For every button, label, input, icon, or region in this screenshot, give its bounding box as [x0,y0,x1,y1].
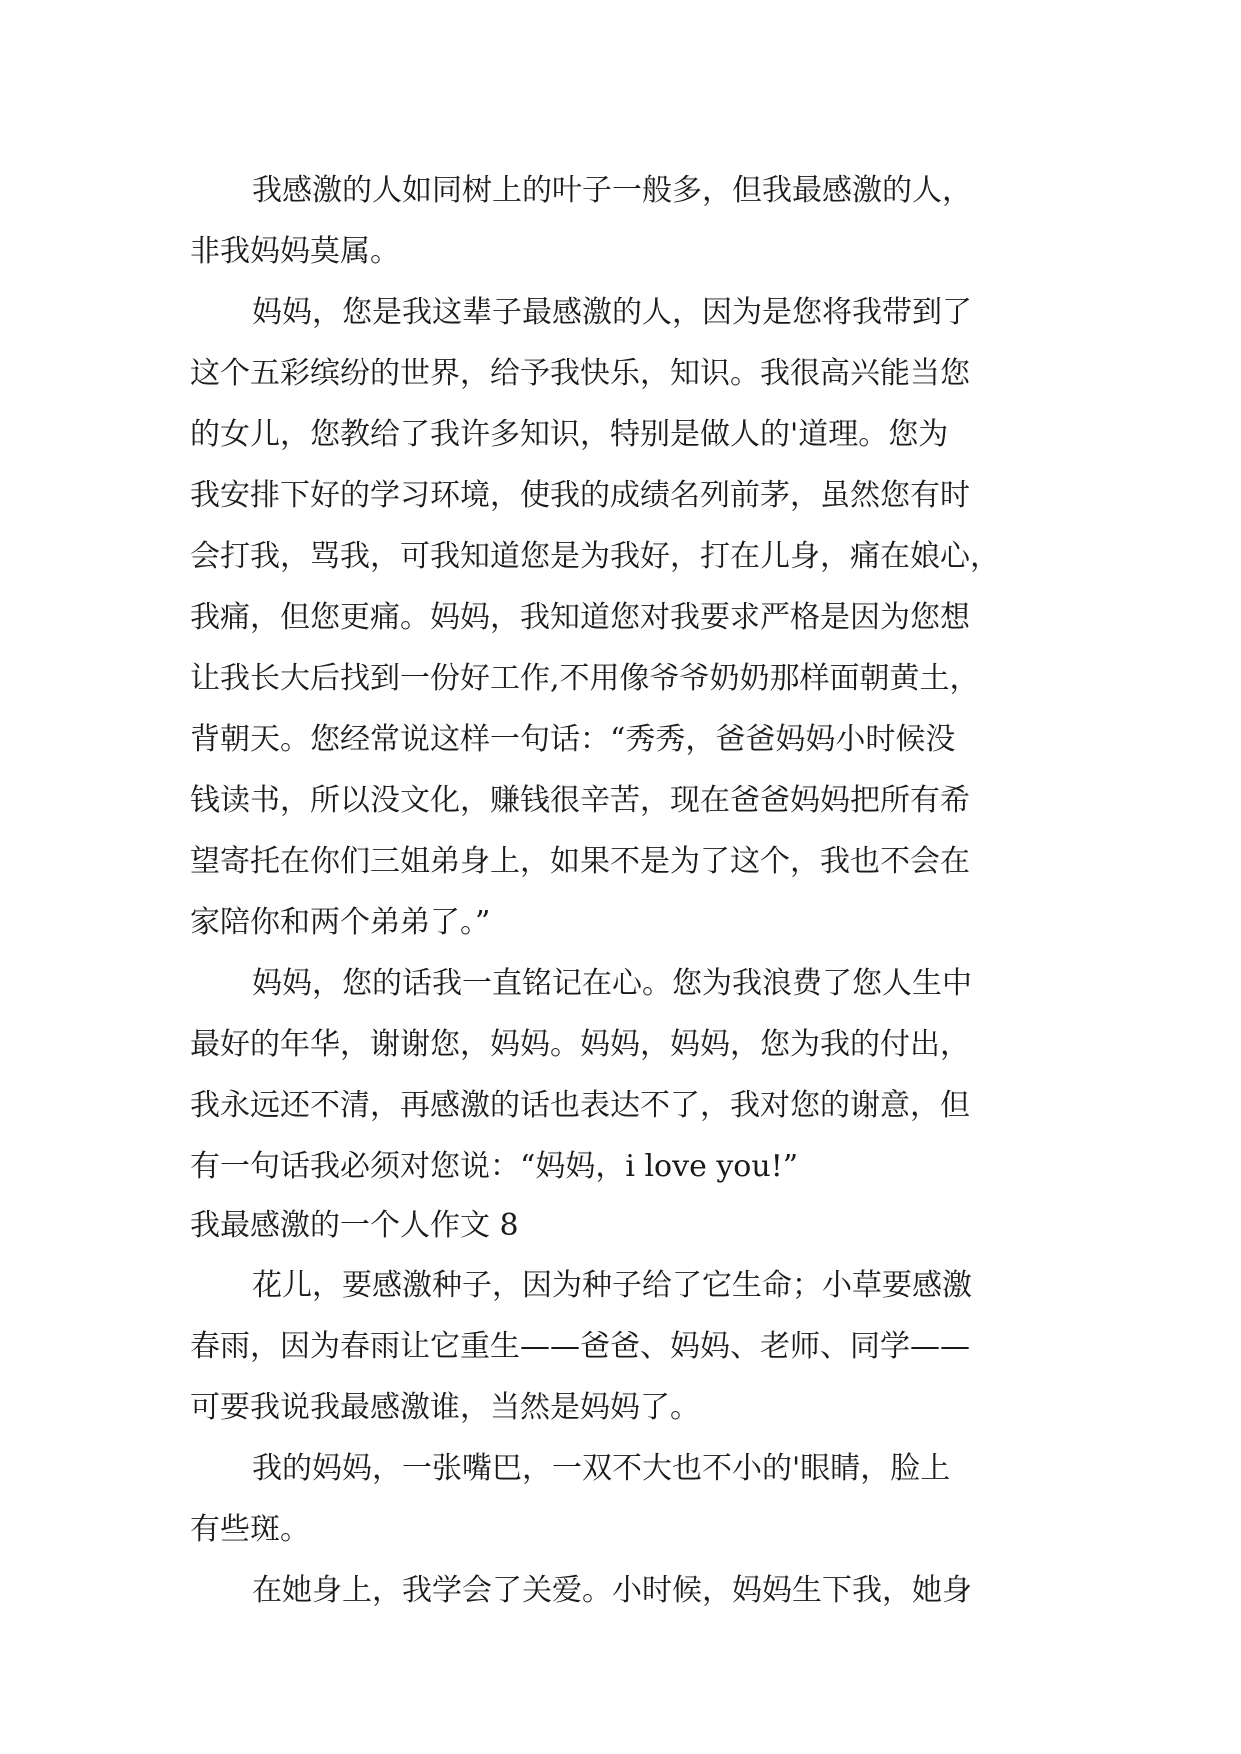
paragraph-line: 我的妈妈，一张嘴巴，一双不大也不小的'眼睛，脸上 [252,1451,951,1486]
paragraph-line: 春雨，因为春雨让它重生——爸爸、妈妈、老师、同学—— [190,1329,970,1364]
paragraph-line: 在她身上，我学会了关爱。小时候，妈妈生下我，她身 [252,1573,972,1608]
section-heading: 我最感激的一个人作文 8 [190,1208,519,1243]
paragraph-line: 花儿，要感激种子，因为种子给了它生命；小草要感激 [252,1268,972,1303]
paragraph-line: 背朝天。您经常说这样一句话：“秀秀，爸爸妈妈小时候没 [190,722,956,757]
paragraph-line: 让我长大后找到一份好工作,不用像爷爷奶奶那样面朝黄土， [190,661,980,696]
paragraph-line: 会打我，骂我，可我知道您是为我好，打在儿身，痛在娘心， [190,539,1000,574]
paragraph-line: 可要我说我最感激谁，当然是妈妈了。 [190,1390,700,1425]
document-body [190,160,1070,1621]
paragraph-line: 有些斑。 [190,1512,310,1547]
paragraph-line: 妈妈，您是我这辈子最感激的人，因为是您将我带到了 [252,295,972,330]
paragraph-line: 我永远还不清，再感激的话也表达不了，我对您的谢意，但 [190,1088,970,1123]
paragraph-line: 有一句话我必须对您说：“妈妈，i love you!” [190,1149,799,1184]
paragraph-line: 非我妈妈莫属。 [190,234,400,269]
paragraph-line: 妈妈，您的话我一直铭记在心。您为我浪费了您人生中 [252,966,972,1001]
paragraph-line: 钱读书，所以没文化，赚钱很辛苦，现在爸爸妈妈把所有希 [190,783,970,818]
paragraph-line: 的女儿，您教给了我许多知识，特别是做人的'道理。您为 [190,417,949,452]
paragraph-line: 家陪你和两个弟弟了。” [190,905,491,940]
paragraph-line: 这个五彩缤纷的世界，给予我快乐，知识。我很高兴能当您 [190,356,970,391]
paragraph-line: 最好的年华，谢谢您，妈妈。妈妈，妈妈，您为我的付出， [190,1027,970,1062]
paragraph-line: 我感激的人如同树上的叶子一般多，但我最感激的人， [252,173,972,208]
paragraph-line: 望寄托在你们三姐弟身上，如果不是为了这个，我也不会在 [190,844,970,879]
paragraph-line: 我痛，但您更痛。妈妈，我知道您对我要求严格是因为您想 [190,600,970,635]
paragraph-line: 我安排下好的学习环境，使我的成绩名列前茅，虽然您有时 [190,478,970,513]
